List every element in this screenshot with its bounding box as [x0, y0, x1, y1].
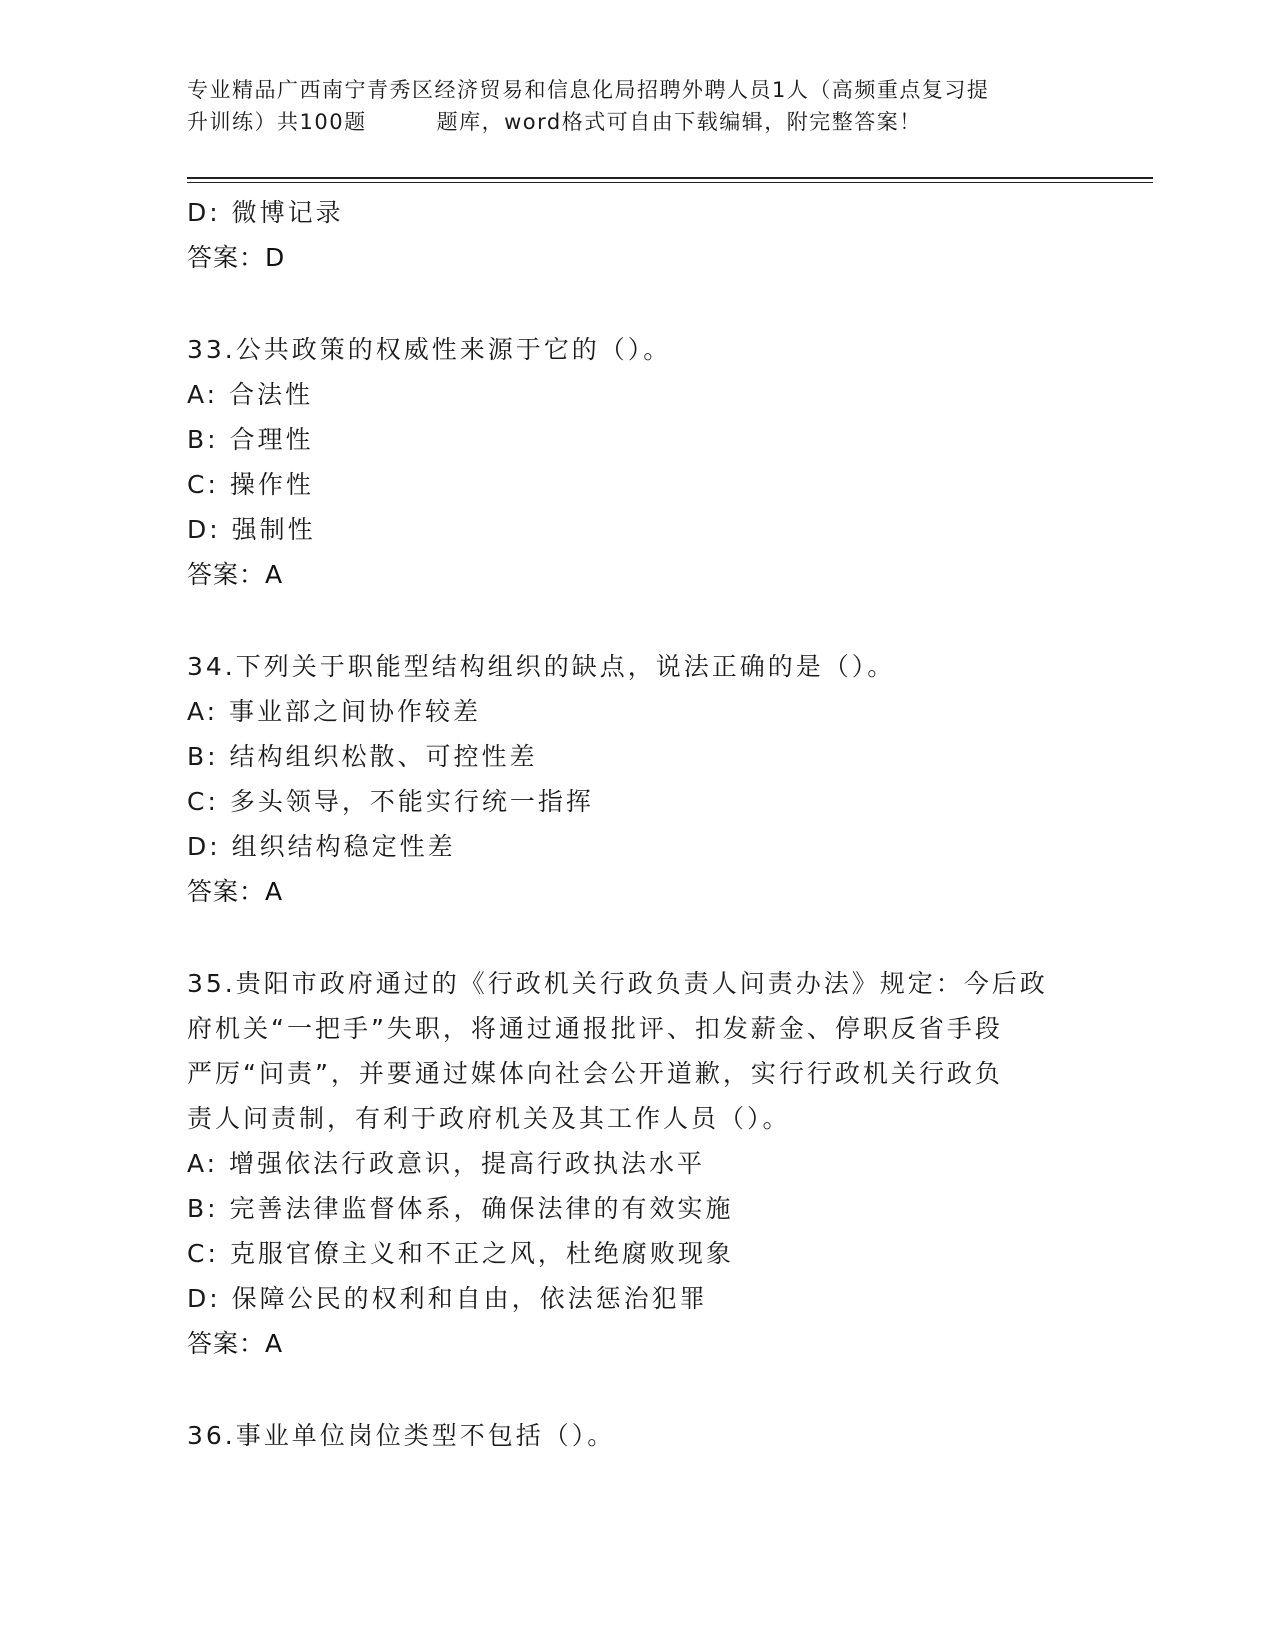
question-stem-line-2: 府机关“一把手”失职，将通过通报批评、扣发薪金、停职反省手段 [187, 1014, 1003, 1043]
option-a: A: 合法性 [187, 380, 314, 409]
question-stem-line-4-text: 责人问责制，有利于政府机关及其工作人员（ [187, 1104, 748, 1133]
option-c: C: 多头领导，不能实行统一指挥 [187, 787, 594, 816]
option-d: D: 组织结构稳定性差 [187, 832, 456, 861]
question-stem: 34.下列关于职能型结构组织的缺点，说法正确的是（）。 [187, 652, 896, 681]
question-stem: 36.事业单位岗位类型不包括（）。 [187, 1421, 616, 1450]
question-34 [187, 644, 1087, 914]
header-title-line2 [187, 106, 1087, 138]
option-a: A: 事业部之间协作较差 [187, 697, 482, 726]
option-d: D: 微博记录 [187, 198, 344, 227]
option-d: D: 保障公民的权利和自由，依法惩治犯罪 [187, 1284, 708, 1313]
option-a: A: 增强依法行政意识，提高行政执法水平 [187, 1149, 706, 1178]
question-33 [187, 327, 1087, 597]
page-header [187, 74, 1087, 138]
header-title-line2-part1: 升训练）共100题 [187, 110, 367, 134]
answer-line: 答案：A [187, 1329, 284, 1358]
header-title-line1: 专业精品广西南宁青秀区经济贸易和信息化局招聘外聘人员1人（高频重点复习提 [187, 78, 990, 102]
header-divider-thick [187, 177, 1153, 179]
header-divider-thin [187, 182, 1153, 183]
header-title-line2-part2: 题库，word格式可自由下载编辑，附完整答案！ [436, 110, 922, 134]
option-c: C: 克服官僚主义和不正之风，杜绝腐败现象 [187, 1239, 734, 1268]
question-36 [187, 1413, 1087, 1458]
option-d: D: 强制性 [187, 515, 316, 544]
option-b: B: 合理性 [187, 425, 314, 454]
question-stem-line-4 [187, 1096, 1087, 1141]
question-32-tail [187, 190, 1087, 280]
option-b: B: 完善法律监督体系，确保法律的有效实施 [187, 1194, 734, 1223]
question-stem-line-3: 严厉“问责”，并要通过媒体向社会公开道歉，实行行政机关行政负 [187, 1059, 1003, 1088]
answer-line: 答案：D [187, 243, 286, 272]
answer-line: 答案：A [187, 877, 284, 906]
answer-line: 答案：A [187, 560, 284, 589]
question-stem-line-4-end: ）。 [747, 1104, 791, 1133]
question-stem: 33.公共政策的权威性来源于它的（）。 [187, 335, 672, 364]
question-stem-line-1: 35.贵阳市政府通过的《行政机关行政负责人问责办法》规定：今后政 [187, 969, 1048, 998]
question-35 [187, 961, 1087, 1366]
option-c: C: 操作性 [187, 470, 314, 499]
option-b: B: 结构组织松散、可控性差 [187, 742, 538, 771]
question-list [187, 190, 1087, 1458]
